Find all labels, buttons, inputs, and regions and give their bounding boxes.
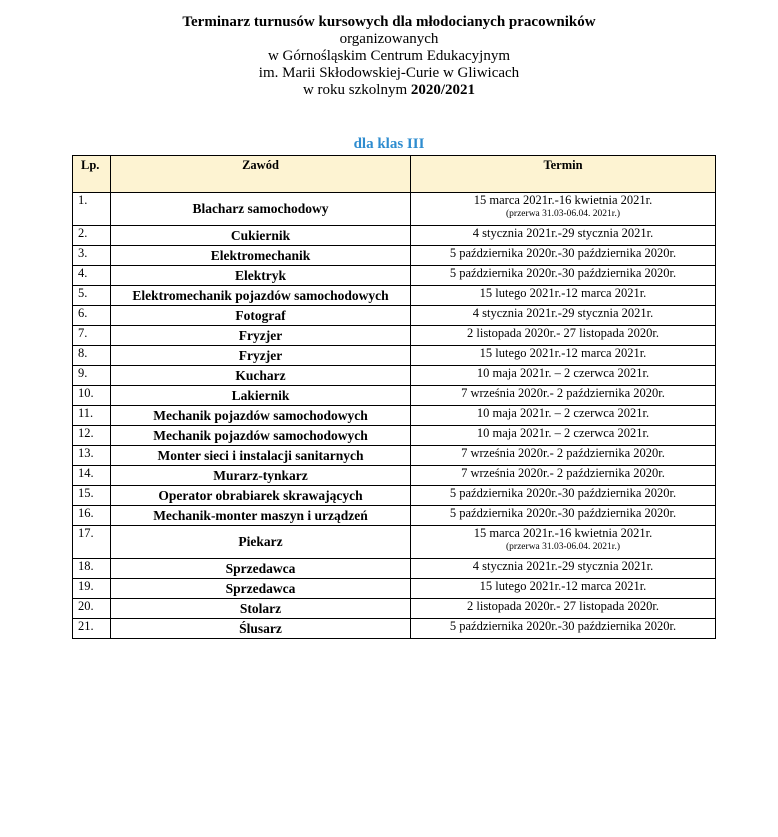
table-row: [73, 193, 716, 226]
term-dates: 5 października 2020r.-30 października 2020r.: [449, 486, 677, 500]
term-cell: [411, 619, 716, 639]
term-cell: [411, 326, 716, 346]
profession-cell: Sprzedawca: [111, 579, 411, 599]
column-header-termin: Termin: [411, 156, 716, 193]
term-dates: 2 listopada 2020r.- 27 listopada 2020r.: [467, 326, 659, 340]
term-dates: 15 lutego 2021r.-12 marca 2021r.: [479, 579, 647, 593]
table-row: [73, 466, 716, 486]
profession-cell: Elektryk: [111, 266, 411, 286]
term-cell: [411, 406, 716, 426]
row-number: 1.: [73, 193, 111, 226]
table-row: [73, 619, 716, 639]
row-number: 21.: [73, 619, 111, 639]
profession-cell: Murarz-tynkarz: [111, 466, 411, 486]
profession-cell: Operator obrabiarek skrawających: [111, 486, 411, 506]
table-row: [73, 266, 716, 286]
document-header: [0, 14, 778, 99]
profession-cell: Elektromechanik pojazdów samochodowych: [111, 286, 411, 306]
row-number: 4.: [73, 266, 111, 286]
row-number: 7.: [73, 326, 111, 346]
profession-cell: Mechanik-monter maszyn i urządzeń: [111, 506, 411, 526]
document-title: Terminarz turnusów kursowych dla młodocianych pracowników: [182, 14, 596, 30]
row-number: 5.: [73, 286, 111, 306]
row-number: 12.: [73, 426, 111, 446]
header-line-institution: w Górnośląskim Centrum Edukacyjnym: [267, 48, 511, 64]
profession-cell: Blacharz samochodowy: [111, 193, 411, 226]
class-subtitle: dla klas III: [353, 136, 425, 152]
profession-cell: Fryzjer: [111, 326, 411, 346]
profession-cell: Mechanik pojazdów samochodowych: [111, 426, 411, 446]
profession-cell: Sprzedawca: [111, 559, 411, 579]
table-row: [73, 226, 716, 246]
column-header-zawod: Zawód: [111, 156, 411, 193]
profession-cell: Cukiernik: [111, 226, 411, 246]
row-number: 15.: [73, 486, 111, 506]
row-number: 10.: [73, 386, 111, 406]
table-row: [73, 446, 716, 466]
profession-cell: Elektromechanik: [111, 246, 411, 266]
row-number: 19.: [73, 579, 111, 599]
table-row: [73, 506, 716, 526]
table-row: [73, 326, 716, 346]
row-number: 3.: [73, 246, 111, 266]
term-cell: [411, 559, 716, 579]
table-row: [73, 406, 716, 426]
term-cell: [411, 506, 716, 526]
term-cell: [411, 386, 716, 406]
term-dates: 7 września 2020r.- 2 października 2020r.: [461, 466, 665, 480]
row-number: 20.: [73, 599, 111, 619]
table-row: [73, 366, 716, 386]
table-row: [73, 286, 716, 306]
term-break-note: (przerwa 31.03-06.04. 2021r.): [506, 542, 620, 552]
header-line-organizowanych: organizowanych: [339, 31, 439, 47]
term-cell: [411, 466, 716, 486]
term-dates: 10 maja 2021r. – 2 czerwca 2021r.: [476, 366, 650, 380]
term-dates: 10 maja 2021r. – 2 czerwca 2021r.: [476, 406, 650, 420]
row-number: 18.: [73, 559, 111, 579]
header-line-patron: im. Marii Skłodowskiej-Curie w Gliwicach: [258, 65, 520, 81]
table-row: [73, 426, 716, 446]
table-row: [73, 386, 716, 406]
term-cell: [411, 366, 716, 386]
row-number: 11.: [73, 406, 111, 426]
term-dates: 5 października 2020r.-30 października 2020r.: [449, 506, 677, 520]
term-dates: 5 października 2020r.-30 października 2020r.: [449, 266, 677, 280]
profession-cell: Fotograf: [111, 306, 411, 326]
school-year-prefix: w roku szkolnym: [302, 82, 411, 98]
profession-cell: Stolarz: [111, 599, 411, 619]
term-cell: [411, 286, 716, 306]
row-number: 14.: [73, 466, 111, 486]
profession-cell: Mechanik pojazdów samochodowych: [111, 406, 411, 426]
term-dates: 7 września 2020r.- 2 października 2020r.: [461, 386, 665, 400]
table-row: [73, 486, 716, 506]
profession-cell: Piekarz: [111, 526, 411, 559]
term-dates: 4 stycznia 2021r.-29 stycznia 2021r.: [472, 559, 654, 573]
term-dates: 4 stycznia 2021r.-29 stycznia 2021r.: [472, 306, 654, 320]
term-dates: 4 stycznia 2021r.-29 stycznia 2021r.: [472, 226, 654, 240]
row-number: 8.: [73, 346, 111, 366]
profession-cell: Ślusarz: [111, 619, 411, 639]
profession-cell: Kucharz: [111, 366, 411, 386]
table-row: [73, 559, 716, 579]
term-cell: [411, 526, 716, 559]
table-row: [73, 599, 716, 619]
column-header-lp: Lp.: [73, 156, 111, 193]
term-dates: 5 października 2020r.-30 października 2020r.: [449, 619, 677, 633]
row-number: 16.: [73, 506, 111, 526]
term-cell: [411, 193, 716, 226]
term-dates: 7 września 2020r.- 2 października 2020r.: [461, 446, 665, 460]
table-header-row: [73, 156, 716, 193]
table-body: [73, 193, 716, 639]
term-cell: [411, 306, 716, 326]
row-number: 2.: [73, 226, 111, 246]
term-dates: 10 maja 2021r. – 2 czerwca 2021r.: [476, 426, 650, 440]
school-year: 2020/2021: [410, 82, 476, 98]
term-dates: 15 marca 2021r.-16 kwietnia 2021r.: [473, 526, 653, 540]
row-number: 9.: [73, 366, 111, 386]
row-number: 17.: [73, 526, 111, 559]
term-cell: [411, 486, 716, 506]
term-cell: [411, 446, 716, 466]
term-cell: [411, 346, 716, 366]
term-cell: [411, 226, 716, 246]
term-break-note: (przerwa 31.03-06.04. 2021r.): [506, 209, 620, 219]
term-cell: [411, 426, 716, 446]
table-row: [73, 346, 716, 366]
term-cell: [411, 579, 716, 599]
term-dates: 15 lutego 2021r.-12 marca 2021r.: [479, 346, 647, 360]
term-dates: 2 listopada 2020r.- 27 listopada 2020r.: [467, 599, 659, 613]
term-dates: 5 października 2020r.-30 października 2020r.: [449, 246, 677, 260]
term-cell: [411, 246, 716, 266]
row-number: 6.: [73, 306, 111, 326]
term-dates: 15 lutego 2021r.-12 marca 2021r.: [479, 286, 647, 300]
term-dates: 15 marca 2021r.-16 kwietnia 2021r.: [473, 193, 653, 207]
profession-cell: Lakiernik: [111, 386, 411, 406]
term-cell: [411, 266, 716, 286]
profession-cell: Fryzjer: [111, 346, 411, 366]
header-line-school-year: [0, 82, 778, 99]
table-row: [73, 579, 716, 599]
table-row: [73, 246, 716, 266]
table-row: [73, 526, 716, 559]
profession-cell: Monter sieci i instalacji sanitarnych: [111, 446, 411, 466]
schedule-table: [72, 155, 716, 639]
table-row: [73, 306, 716, 326]
term-cell: [411, 599, 716, 619]
row-number: 13.: [73, 446, 111, 466]
